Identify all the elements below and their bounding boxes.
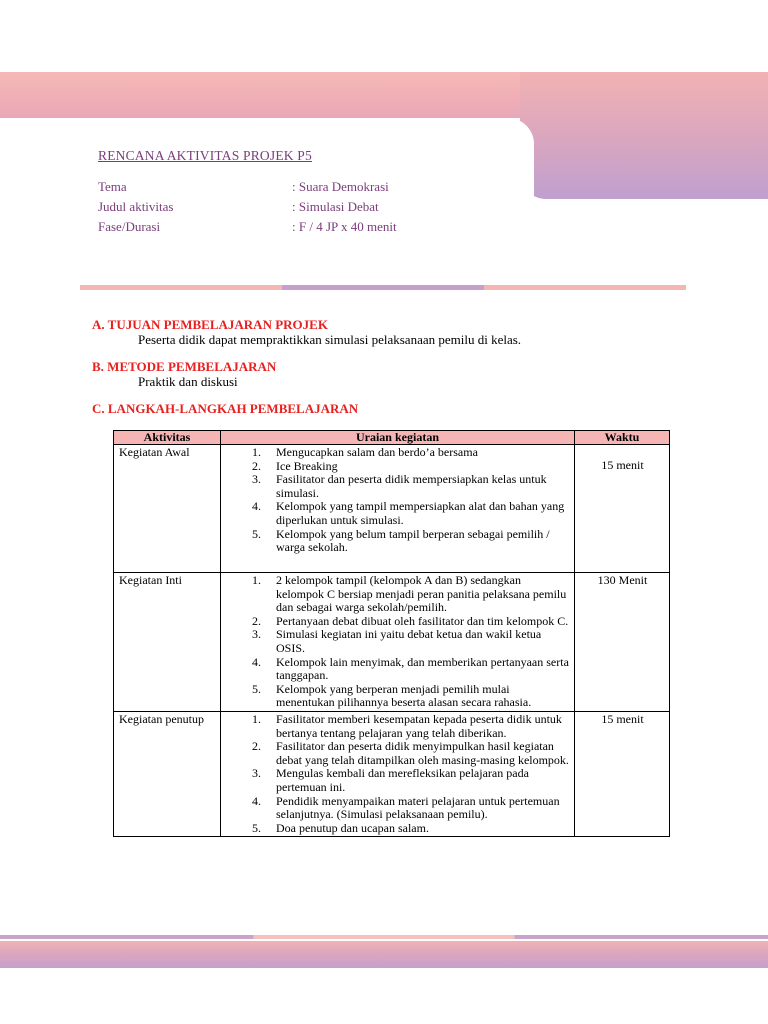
list-item: 4. Kelompok yang tampil mempersiapkan alat dan bahan yang diperlukan untuk simulasi. xyxy=(252,499,565,527)
cell-uraian xyxy=(221,445,575,573)
meta-label: Judul aktivitas xyxy=(98,199,174,214)
cell-aktivitas: Kegiatan penutup xyxy=(114,711,221,836)
list-item: 2. Fasilitator dan peserta didik menyimpulkan hasil kegiatan debat yang telah ditampilkan oleh masing-masing kelompok. xyxy=(252,739,569,767)
meta-value: : Simulasi Debat xyxy=(292,199,379,214)
list-item: 2. Pertanyaan debat dibuat oleh fasilitator dan tim kelompok C. xyxy=(252,613,569,628)
section-a-text: Peserta didik dapat mempraktikkan simulasi pelaksanaan pemilu di kelas. xyxy=(138,332,522,347)
list-item: 2. Ice Breaking xyxy=(252,458,338,473)
footer-band xyxy=(0,941,768,968)
meta-label: Fase/Durasi xyxy=(98,219,161,234)
column-header-uraian: Uraian kegiatan xyxy=(221,431,575,445)
separator-segment xyxy=(282,285,484,290)
footer-stripe xyxy=(0,935,768,939)
list-item: 3. Fasilitator dan peserta didik mempersiapkan kelas untuk simulasi. xyxy=(252,472,547,500)
list-item: 1. 2 kelompok tampil (kelompok A dan B) sedangkan kelompok C bersiap menjadi peran panitia pelaksana pemilu dan sebagai warga sekolah/pemilih. xyxy=(252,573,567,615)
list-item: 1. Mengucapkan salam dan berdo’a bersama xyxy=(252,445,478,459)
list-item: 3. Simulasi kegiatan ini yaitu debat ketua dan wakil ketua OSIS. xyxy=(252,627,542,655)
meta-row-judul xyxy=(98,199,379,215)
section-c-heading: C. LANGKAH-LANGKAH PEMBELAJARAN xyxy=(92,401,359,416)
table-row xyxy=(114,573,670,712)
section-b-text: Praktik dan diskusi xyxy=(138,374,238,389)
list-item: 1. Fasilitator memberi kesempatan kepada peserta didik untuk bertanya tentang pelajaran yang telah diberikan. xyxy=(252,711,562,740)
cell-uraian xyxy=(221,711,575,836)
meta-row-fase xyxy=(98,219,397,235)
meta-label: Tema xyxy=(98,179,127,194)
cell-uraian xyxy=(221,573,575,712)
list-item: 3. Mengulas kembali dan merefleksikan pelajaran pada pertemuan ini. xyxy=(252,766,529,794)
section-a-heading: A. TUJUAN PEMBELAJARAN PROJEK xyxy=(92,317,328,332)
cell-waktu: 15 menit xyxy=(575,711,670,836)
list-item: 5. Kelompok yang berperan menjadi pemilih mulai menentukan pilihannya beserta alasan secara rahasia. xyxy=(252,681,532,710)
separator-segment xyxy=(80,285,282,290)
header-panel xyxy=(0,118,534,238)
list-item: 5. Doa penutup dan ucapan salam. xyxy=(252,820,429,835)
column-header-aktivitas: Aktivitas xyxy=(114,431,221,445)
cell-waktu: 130 Menit xyxy=(575,573,670,712)
table-header-row xyxy=(114,431,670,445)
list-item: 4. Kelompok lain menyimak, dan memberikan pertanyaan serta tanggapan. xyxy=(252,654,569,683)
meta-value: : Suara Demokrasi xyxy=(292,179,389,194)
table-row xyxy=(114,445,670,573)
header-tab-decoration xyxy=(520,72,768,199)
list-item: 4. Pendidik menyampaikan materi pelajaran untuk pertemuan selanjutnya. (Simulasi pelaksanaan pemilu). xyxy=(252,793,560,822)
column-header-waktu: Waktu xyxy=(575,431,670,445)
separator-segment xyxy=(484,285,686,290)
lesson-steps-table xyxy=(113,430,670,837)
document-title: RENCANA AKTIVITAS PROJEK P5 xyxy=(98,148,312,163)
list-item: 5. Kelompok yang belum tampil berperan sebagai pemilih / warga sekolah. xyxy=(252,526,550,555)
section-b-heading: B. METODE PEMBELAJARAN xyxy=(92,359,277,374)
table-row xyxy=(114,711,670,836)
cell-aktivitas: Kegiatan Awal xyxy=(114,445,221,573)
meta-row-tema xyxy=(98,179,389,195)
cell-waktu: 15 menit xyxy=(575,445,670,573)
meta-value: : F / 4 JP x 40 menit xyxy=(292,219,397,234)
cell-aktivitas: Kegiatan Inti xyxy=(114,573,221,712)
